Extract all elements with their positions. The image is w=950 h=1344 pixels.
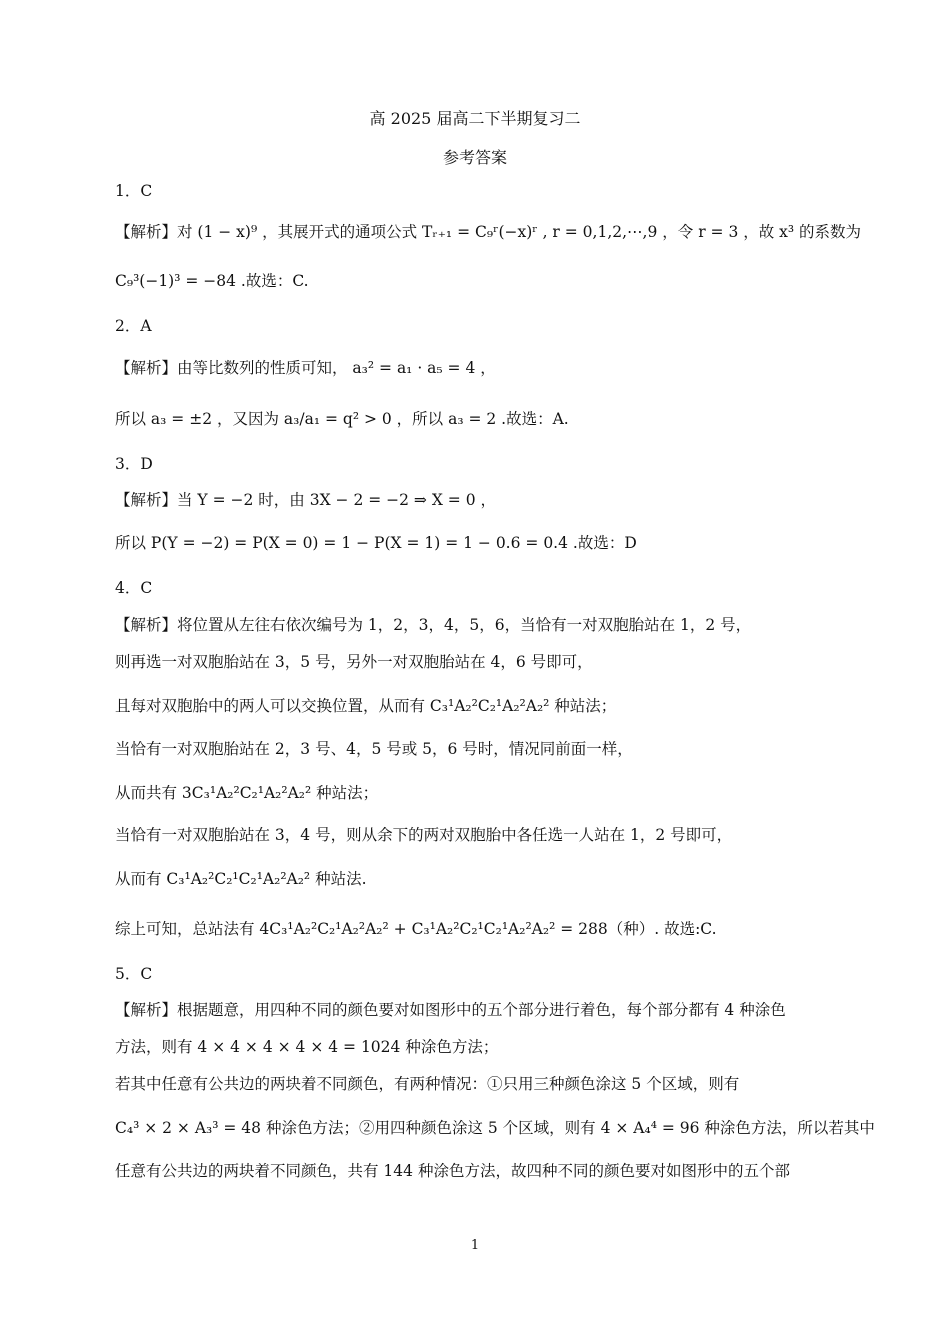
answer-4-heading: 4．C <box>115 579 153 597</box>
answer-1-heading: 1．C <box>115 182 153 200</box>
document-subtitle: 参考答案 <box>442 148 507 167</box>
answer-5-heading: 5．C <box>115 965 153 983</box>
answer-4-line-6: 当恰有一对双胞胎站在 3，4 号，则从余下的两对双胞胎中各任选一人站在 1，2 号即可， <box>115 826 733 844</box>
answer-5-line-5: 任意有公共边的两块着不同颜色，共有 144 种涂色方法，故四种不同的颜色要对如图形中的五个部 <box>115 1162 790 1180</box>
answer-5-line-2: 方法，则有 4 × 4 × 4 × 4 × 4 = 1024 种涂色方法； <box>115 1038 499 1056</box>
answer-5-line-1: 【解析】根据题意，用四种不同的颜色要对如图形中的五个部分进行着色，每个部分都有 4 种涂色 <box>115 1001 786 1019</box>
answer-4-line-2: 则再选一对双胞胎站在 3，5 号，另外一对双胞胎站在 4，6 号即可， <box>115 653 593 671</box>
answer-4-line-5: 从而共有 3C₃¹A₂²C₂¹A₂²A₂² 种站法； <box>115 784 379 802</box>
answer-4-line-7: 从而有 C₃¹A₂²C₂¹C₂¹A₂²A₂² 种站法. <box>115 870 367 888</box>
answer-2-heading: 2．A <box>115 317 152 335</box>
answer-5-line-3: 若其中任意有公共边的两块着不同颜色，有两种情况：①只用三种颜色涂这 5 个区域，则有 <box>115 1075 740 1093</box>
document-title: 高 2025 届高二下半期复习二 <box>369 109 581 128</box>
answer-4-line-8: 综上可知，总站法有 4C₃¹A₂²C₂¹A₂²A₂² + C₃¹A₂²C₂¹C₂¹A₂²A₂² = 288（种）. 故选:C. <box>115 920 717 938</box>
answer-4-line-3: 且每对双胞胎中的两人可以交换位置，从而有 C₃¹A₂²C₂¹A₂²A₂² 种站法； <box>115 697 617 715</box>
answer-3-heading: 3．D <box>115 455 153 473</box>
answer-3-line-2: 所以 P(Y = −2) = P(X = 0) = 1 − P(X = 1) = 1 − 0.6 = 0.4 .故选：D <box>115 534 637 552</box>
answer-2-line-1: 【解析】由等比数列的性质可知， a₃² = a₁ · a₅ = 4 ， <box>115 359 496 377</box>
page-number: 1 <box>470 1238 480 1253</box>
answer-1-line-1: 【解析】对 (1 − x)⁹ ，其展开式的通项公式 Tᵣ₊₁ = C₉ʳ(−x)ʳ , r = 0,1,2,⋯,9 ，令 r = 3 ，故 x³ 的系数为 <box>115 223 862 241</box>
answer-1-line-2: C₉³(−1)³ = −84 .故选：C. <box>115 272 309 290</box>
answer-4-line-4: 当恰有一对双胞胎站在 2，3 号、4，5 号或 5，6 号时，情况同前面一样， <box>115 740 633 758</box>
answer-5-line-4: C₄³ × 2 × A₃³ = 48 种涂色方法；②用四种颜色涂这 5 个区域，则有 4 × A₄⁴ = 96 种涂色方法，所以若其中 <box>115 1119 875 1137</box>
answer-3-line-1: 【解析】当 Y = −2 时，由 3X − 2 = −2 ⇒ X = 0 ， <box>115 491 496 509</box>
answer-4-line-1: 【解析】将位置从左往右依次编号为 1，2，3，4，5，6，当恰有一对双胞胎站在 1，2 号， <box>115 616 752 634</box>
answer-2-line-2: 所以 a₃ = ±2 ，又因为 a₃/a₁ = q² > 0 ，所以 a₃ = 2 .故选：A. <box>115 410 569 428</box>
